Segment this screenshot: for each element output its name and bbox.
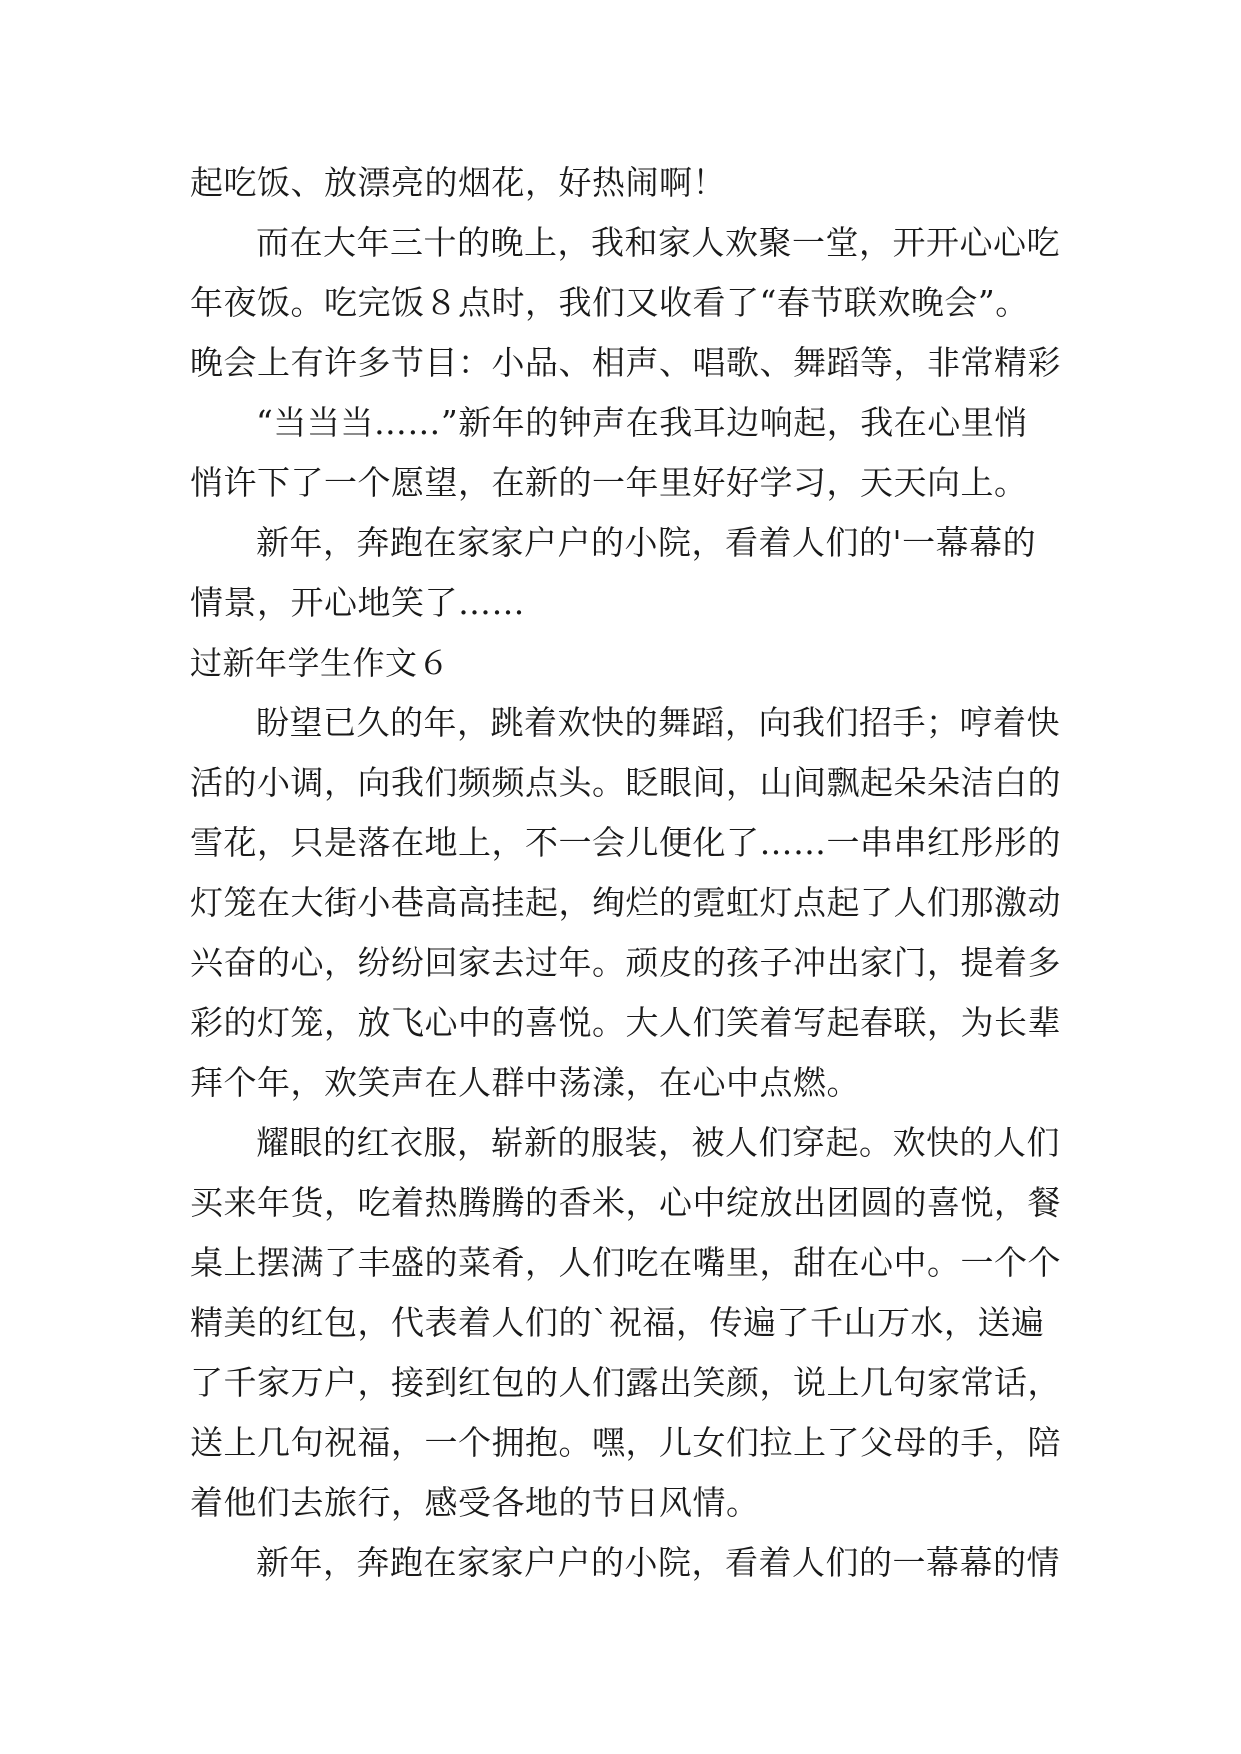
text-line: 送上几句祝福，一个拥抱。嘿，儿女们拉上了父母的手，陪 bbox=[190, 1423, 1061, 1462]
text-line: 盼望已久的年，跳着欢快的舞蹈，向我们招手；哼着快 bbox=[256, 703, 1060, 742]
text-line: 灯笼在大街小巷高高挂起，绚烂的霓虹灯点起了人们那激动 bbox=[190, 883, 1061, 922]
text-line: 晚会上有许多节目：小品、相声、唱歌、舞蹈等，非常精彩 bbox=[190, 343, 1061, 382]
text-line: 年夜饭。吃完饭８点时，我们又收看了“春节联欢晚会”。 bbox=[190, 283, 1029, 322]
text-line: 新年，奔跑在家家户户的小院，看着人们的一幕幕的情 bbox=[256, 1543, 1060, 1582]
text-line: 拜个年，欢笑声在人群中荡漾，在心中点燃。 bbox=[190, 1063, 860, 1102]
text-line: 起吃饭、放漂亮的烟花，好热闹啊！ bbox=[190, 163, 726, 202]
text-line: 而在大年三十的晚上，我和家人欢聚一堂，开开心心吃 bbox=[256, 223, 1060, 262]
text-line: 雪花，只是落在地上，不一会儿便化了……一串串红彤彤的 bbox=[190, 823, 1061, 862]
text-line: 了千家万户，接到红包的人们露出笑颜，说上几句家常话， bbox=[190, 1363, 1061, 1402]
text-line: 情景，开心地笑了…… bbox=[190, 583, 525, 622]
section-heading: 过新年学生作文６ bbox=[190, 644, 451, 682]
text-line: 悄许下了一个愿望，在新的一年里好好学习，天天向上。 bbox=[190, 463, 1028, 502]
text-line: 桌上摆满了丰盛的菜肴，人们吃在嘴里，甜在心中。一个个 bbox=[190, 1243, 1061, 1282]
text-line: 买来年货，吃着热腾腾的香米，心中绽放出团圆的喜悦，餐 bbox=[190, 1183, 1061, 1222]
text-line: 新年，奔跑在家家户户的小院，看着人们的'一幕幕的 bbox=[256, 523, 1037, 562]
text-line: 兴奋的心，纷纷回家去过年。顽皮的孩子冲出家门，提着多 bbox=[190, 943, 1061, 982]
text-line: 彩的灯笼，放飞心中的喜悦。大人们笑着写起春联，为长辈 bbox=[190, 1003, 1061, 1042]
text-line: 活的小调，向我们频频点头。眨眼间，山间飘起朵朵洁白的 bbox=[190, 763, 1061, 802]
text-line: 耀眼的红衣服，崭新的服装，被人们穿起。欢快的人们 bbox=[256, 1123, 1060, 1162]
text-line: 精美的红包，代表着人们的`祝福，传遍了千山万水，送遍 bbox=[190, 1303, 1045, 1342]
text-line: “当当当……”新年的钟声在我耳边响起，我在心里悄 bbox=[256, 403, 1028, 442]
document-body bbox=[190, 158, 1060, 1598]
text-line: 着他们去旅行，感受各地的节日风情。 bbox=[190, 1483, 760, 1522]
